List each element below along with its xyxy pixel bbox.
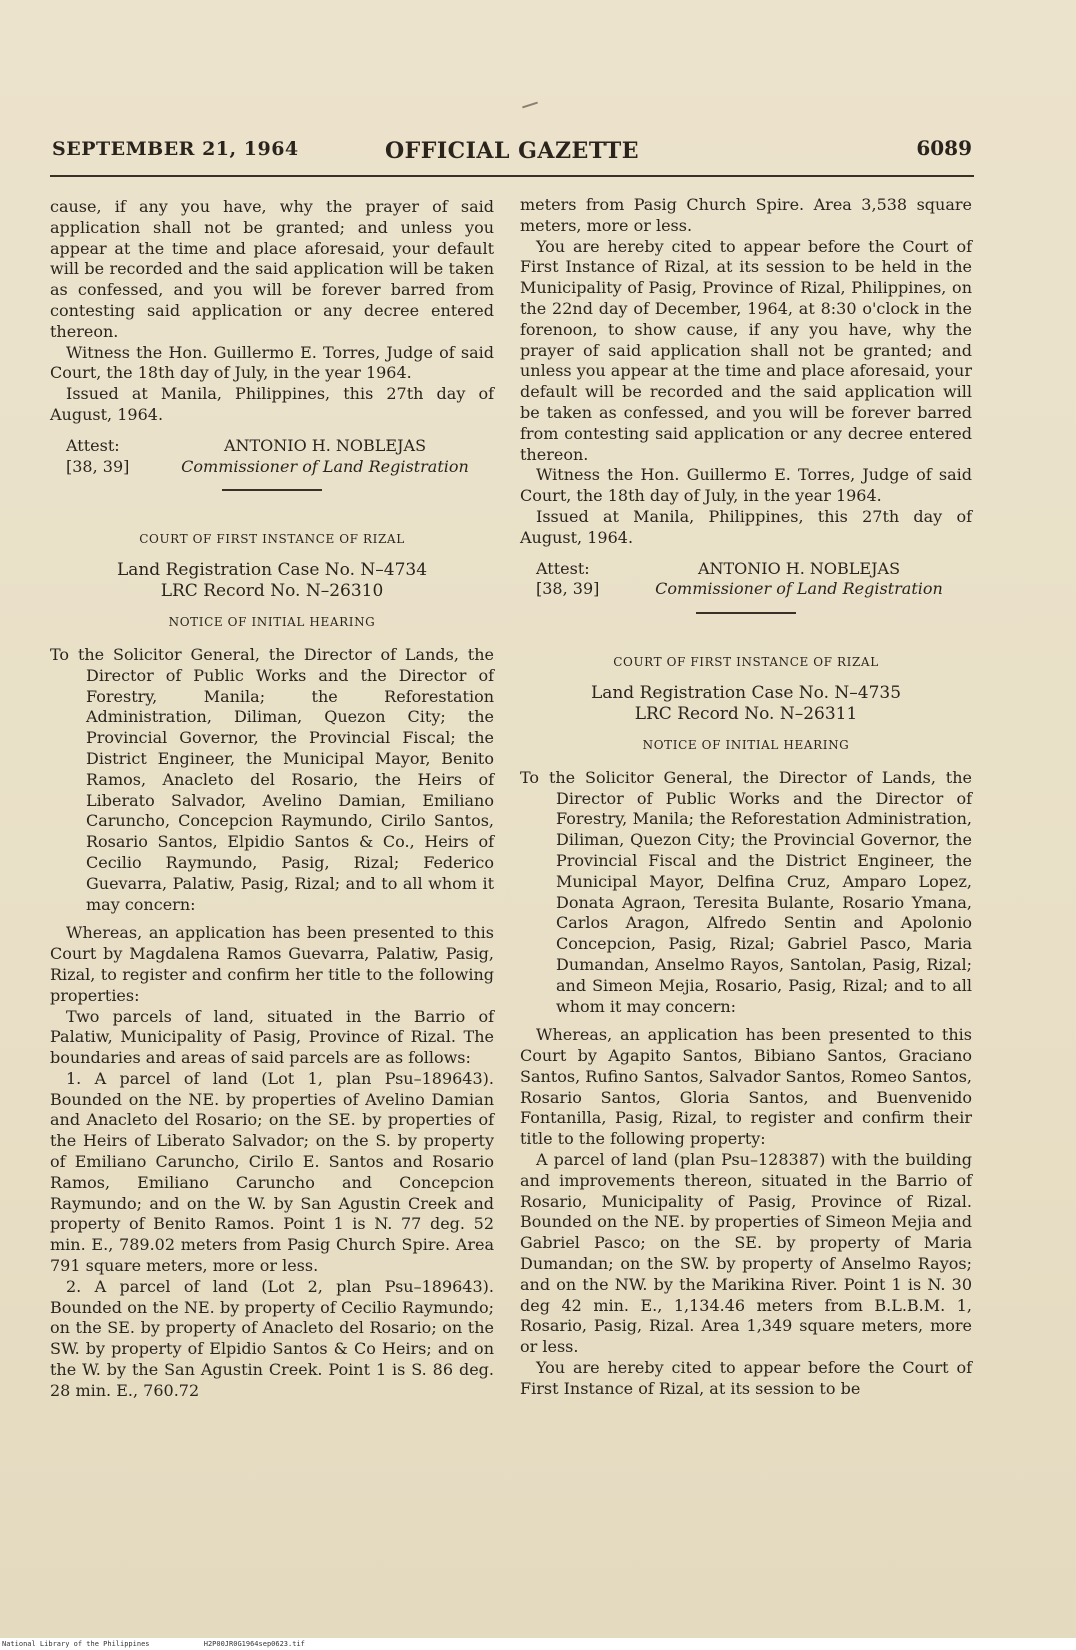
paragraph: Issued at Manila, Philippines, this 27th day of August, 1964. [520,506,972,547]
attest-ref: [38, 39] [536,579,600,599]
paragraph: You are hereby cited to appear before the Court of First Instance of Rizal, at its session to be [520,1358,972,1398]
attest-label: Attest: [536,558,590,578]
paragraph: Witness the Hon. Guillermo E. Torres, Judge of said Court, the 18th day of July, in the year 1964. [50,342,494,383]
section-divider [222,489,322,491]
attest-name: ANTONIO H. NOBLEJAS [223,435,427,455]
page-header [52,138,972,172]
attest-label: Attest: [66,435,120,455]
record-number: LRC Record No. N–26310 [160,581,384,602]
gazette-title: OFFICIAL GAZETTE [384,138,640,164]
notice-heading: NOTICE OF INITIAL HEARING [168,615,376,630]
notice-heading: NOTICE OF INITIAL HEARING [642,737,850,752]
issue-date: SEPTEMBER 21, 1964 [52,138,299,160]
attestation [50,436,494,457]
attest-title: Commissioner of Land Registration [181,456,469,476]
source-label: National Library of the Philippines [2,1640,150,1648]
paragraph: Witness the Hon. Guillermo E. Torres, Judge of said Court, the 18th day of July, in the year 1964. [520,465,972,506]
paragraph: Whereas, an application has been presented to this Court by Magdalena Ramos Guevarra, Palatiw, Pasig, Rizal, to register and confirm her title to the following properties: [50,923,494,1005]
left-column [50,197,494,1402]
paragraph: A parcel of land (plan Psu–128387) with the building and improvements thereon, situated in the Barrio of Rosario, Municipality of Pasig, Province of Rizal. Bounded on the NE. by properties of Simeon Mejia and Gabriel Pasco; on the SE. by property of Maria Dumandan; on the SW. by property of Anselmo Rayos; and on the NW. by the Marikina River. Point 1 is N. 30 deg 42 min. E., 1,134.46 meters from B.L.B.M. 1, Rosario, Pasig, Rizal. Area 1,349 square meters, more or less. [520,1150,972,1357]
paragraph: Issued at Manila, Philippines, this 27th day of August, 1964. [50,384,494,424]
section-divider [696,612,796,614]
case-number: Land Registration Case No. N–4734 [116,560,428,581]
addressees: To the Solicitor General, the Director of Lands, the Director of Public Works and the Director of Forestry, Manila; the Reforestation Administration, Diliman, Quezon City; the Provincial Governor, the Provincial Fiscal and the District Engineer, the Municipal Mayor, Delfina Cruz, Amparo Lopez, Donata Agraon, Teresita Bulante, Rosario Ymana, Carlos Aragon, Alfredo Sentin and Apolonio Concepcion, Pasig, Rizal; Gabriel Pasco, Maria Dumandan, Anselmo Rayos, Santolan, Pasig, Rizal; and Simeon Mejia, Rosario, Pasig, Rizal; and to all whom it may concern: [520,767,972,1016]
attestation [520,559,972,580]
paragraph: 1. A parcel of land (Lot 1, plan Psu–189643). Bounded on the NE. by properties of Avelino Damian and Anacleto del Rosario; on the SE. by properties of the Heirs of Liberato Salvador; on the S. by property of Emiliano Caruncho, Cirilo E. Santos and Rosario Ramos, Emiliano Caruncho and Concepcion Raymundo; and on the W. by San Agustin Creek and property of Benito Ramos. Point 1 is N. 77 deg. 52 min. E., 789.02 meters from Pasig Church Spire. Area 791 square meters, more or less. [50,1068,494,1276]
attest-name: ANTONIO H. NOBLEJAS [697,558,901,578]
addressees: To the Solicitor General, the Director of Lands, the Director of Public Works and the Director of Forestry, Manila; the Reforestation Administration, Diliman, Quezon City; the Provincial Governor, the Provincial Fiscal; the District Engineer, the Municipal Mayor, Benito Ramos, Anacleto del Rosario, the Heirs of Liberato Salvador, Avelino Damian, Emiliano Caruncho, Concepcion Raymundo, Cirilo Santos, Rosario Santos, Elpidio Santos & Co., Heirs of Cecilio Raymundo, Pasig, Rizal; Federico Guevarra, Palatiw, Pasig, Rizal; and to all whom it may concern: [50,644,494,914]
paragraph: Two parcels of land, situated in the Barrio of Palatiw, Municipality of Pasig, Province of Rizal. The boundaries and areas of said parcels are as follows: [50,1006,494,1068]
page-number: 6089 [916,136,972,160]
header-rule [50,175,974,177]
attestation-title-row [520,579,972,600]
scan-footer [0,1638,1076,1650]
court-heading: COURT OF FIRST INSTANCE OF RIZAL [139,532,405,547]
paragraph: cause, if any you have, why the prayer of said application shall not be granted; and unless you appear at the time and place aforesaid, your default will be recorded and the said application will be taken as confessed, and you will be forever barred from contesting said application or any decree entered thereon. [50,197,494,341]
case-number: Land Registration Case No. N–4735 [590,682,902,703]
scan-mark [522,102,538,109]
paragraph: 2. A parcel of land (Lot 2, plan Psu–189643). Bounded on the NE. by property of Cecilio Raymundo; on the SE. by property of Anacleto del Rosario; on the SW. by property of Elpidio Santos & Co Heirs; and on the W. by the San Agustin Creek. Point 1 is S. 86 deg. 28 min. E., 760.72 [50,1276,494,1400]
right-column [520,195,972,1400]
paragraph: meters from Pasig Church Spire. Area 3,538 square meters, more or less. [520,195,972,235]
attest-title: Commissioner of Land Registration [655,579,943,599]
file-label: H2P00JR0G1964sep0623.tif [203,1640,305,1648]
paragraph: You are hereby cited to appear before the Court of First Instance of Rizal, at its session to be held in the Municipality of Pasig, Province of Rizal, Philippines, on the 22nd day of December, 1964, at 8:30 o'clock in the forenoon, to show cause, if any you have, why the prayer of said application shall not be granted; and unless you appear at the time and place aforesaid, your default will be recorded and the said application will be taken as confessed, and you will be forever barred from contesting said application or any decree entered thereon. [520,236,972,464]
attest-ref: [38, 39] [66,456,130,476]
record-number: LRC Record No. N–26311 [634,703,858,724]
attestation-title-row [50,457,494,478]
court-heading: COURT OF FIRST INSTANCE OF RIZAL [613,655,879,670]
paragraph: Whereas, an application has been presented to this Court by Agapito Santos, Bibiano Santos, Graciano Santos, Rufino Santos, Salvador Santos, Romeo Santos, Rosario Santos, Gloria Santos, and Buenvenido Fontanilla, Pasig, Rizal, to register and confirm their title to the following property: [520,1025,972,1149]
